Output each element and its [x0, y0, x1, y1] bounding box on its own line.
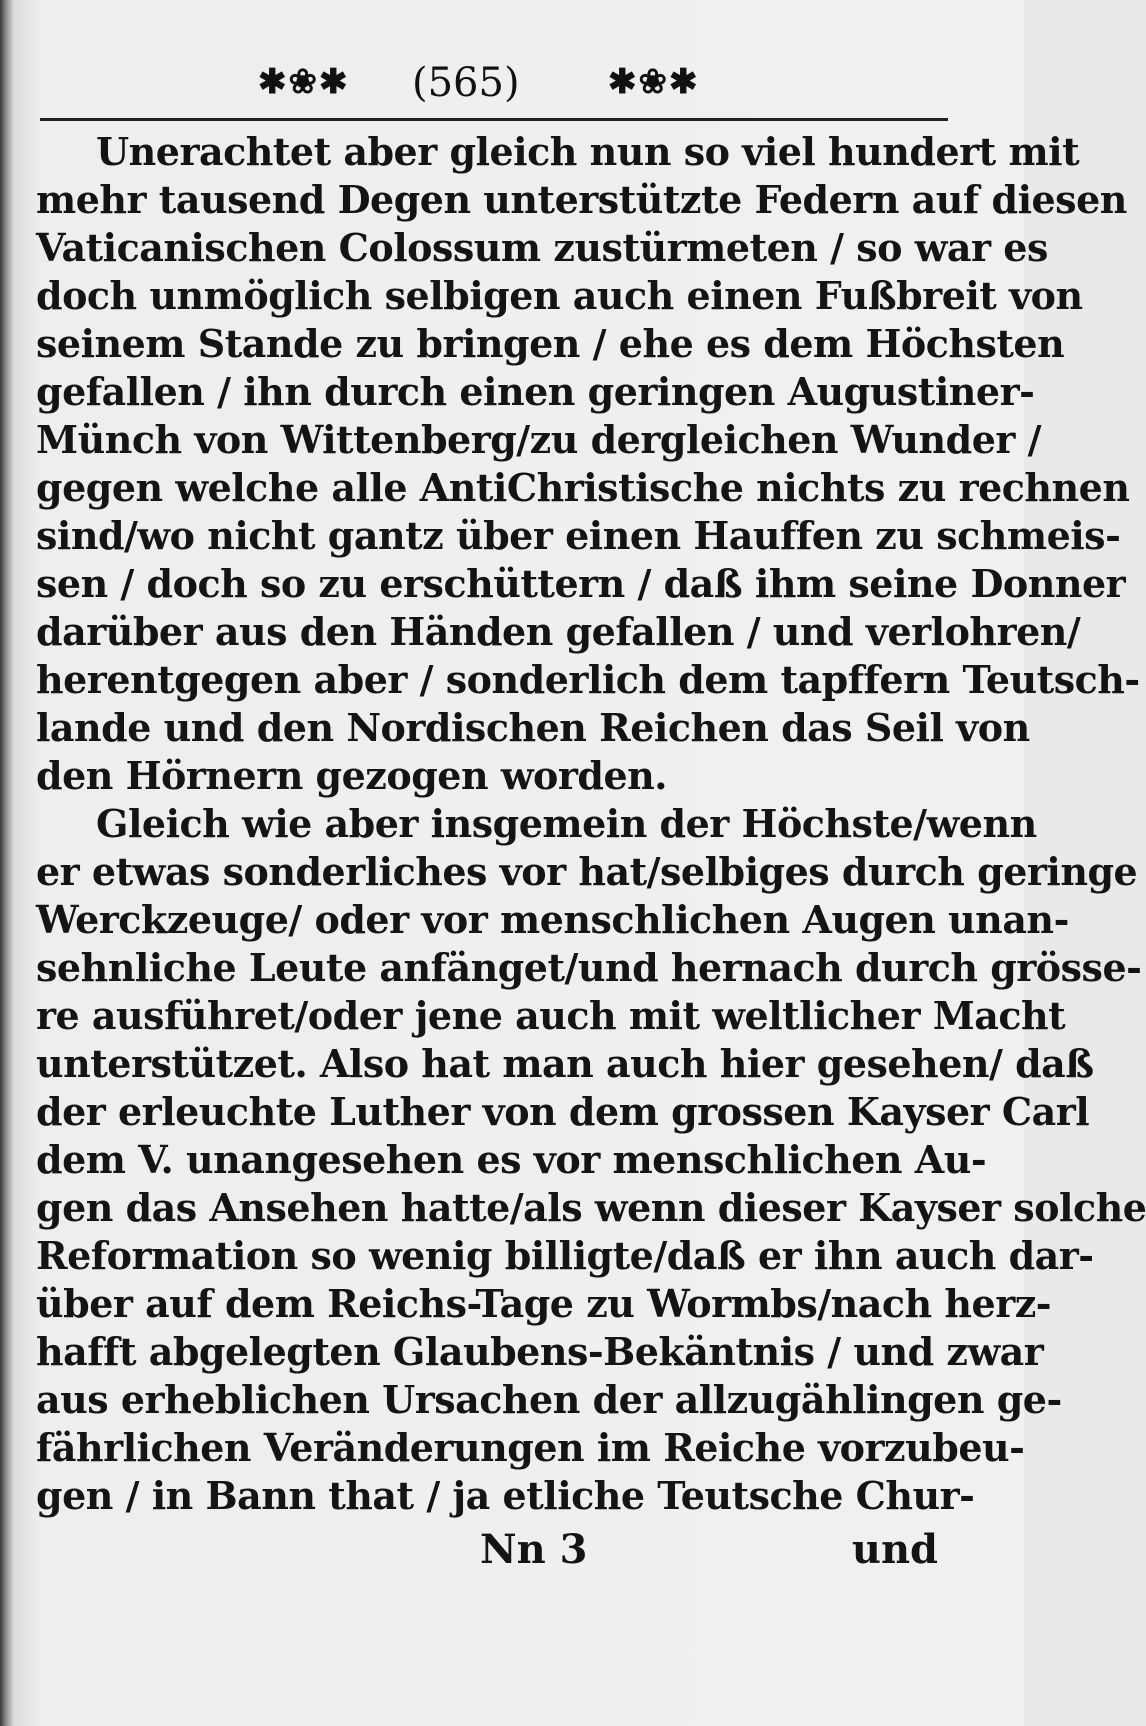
text-line: hafft abgelegten Glaubens-Bekäntnis / und zwar	[36, 1329, 1044, 1374]
text-line: Münch von Wittenberg/zu dergleichen Wunder /	[36, 417, 1042, 462]
text-line: aus erheblichen Ursachen der allzugählingen ge-	[36, 1377, 1062, 1422]
text-line: Werckzeuge/ oder vor menschlichen Augen unan-	[36, 897, 1069, 942]
text-line: sen / doch so zu erschüttern / daß ihm seine Donner	[36, 561, 1126, 606]
text-line: gefallen / ihn durch einen geringen Augustiner-	[36, 369, 1035, 414]
signature-mark: Nn 3	[480, 1526, 588, 1573]
header-ornament-right: ✱❀✱	[608, 62, 700, 102]
page-text	[36, 128, 1146, 1520]
page-footer	[40, 1526, 948, 1586]
text-line: Unerachtet aber gleich nun so viel hundert mit	[96, 129, 1080, 174]
text-line: Vaticanischen Colossum zustürmeten / so war es	[36, 225, 1048, 270]
text-line: gegen welche alle AntiChristische nichts zu rechnen	[36, 465, 1130, 510]
text-line: sehnliche Leute anfänget/und hernach durch grösse-	[36, 945, 1142, 990]
text-line: Gleich wie aber insgemein der Höchste/wenn	[96, 801, 1037, 846]
header-rule	[40, 118, 948, 121]
text-line: Reformation so wenig billigte/daß er ihn auch dar-	[36, 1233, 1094, 1278]
page-number: (565)	[412, 60, 520, 106]
text-line: sind/wo nicht gantz über einen Hauffen zu schmeis-	[36, 513, 1121, 558]
text-line: re ausführet/oder jene auch mit weltlicher Macht	[36, 993, 1066, 1038]
text-line: darüber aus den Händen gefallen / und verlohren/	[36, 609, 1081, 654]
text-line: über auf dem Reichs-Tage zu Wormbs/nach herz-	[36, 1281, 1052, 1326]
text-line: lande und den Nordischen Reichen das Seil von	[36, 705, 1030, 750]
text-line: er etwas sonderliches vor hat/selbiges durch geringe	[36, 849, 1138, 894]
text-line: der erleuchte Luther von dem grossen Kayser Carl	[36, 1089, 1090, 1134]
text-line: seinem Stande zu bringen / ehe es dem Höchsten	[36, 321, 1065, 366]
catchword: und	[851, 1526, 938, 1573]
header-ornament-left: ✱❀✱	[258, 62, 350, 102]
text-line: mehr tausend Degen unterstützte Federn auf diesen	[36, 177, 1127, 222]
text-line: herentgegen aber / sonderlich dem tapffern Teutsch-	[36, 657, 1140, 702]
text-line: gen / in Bann that / ja etliche Teutsche Chur-	[36, 1473, 975, 1518]
text-line: doch unmöglich selbigen auch einen Fußbreit von	[36, 273, 1083, 318]
text-line: den Hörnern gezogen worden.	[36, 753, 668, 798]
text-line: gen das Ansehen hatte/als wenn dieser Kayser solche	[36, 1185, 1146, 1230]
text-line: unterstützet. Also hat man auch hier gesehen/ daß	[36, 1041, 1094, 1086]
running-header	[40, 52, 950, 122]
text-line: fährlichen Veränderungen im Reiche vorzubeu-	[36, 1425, 1025, 1470]
text-line: dem V. unangesehen es vor menschlichen Au-	[36, 1137, 987, 1182]
